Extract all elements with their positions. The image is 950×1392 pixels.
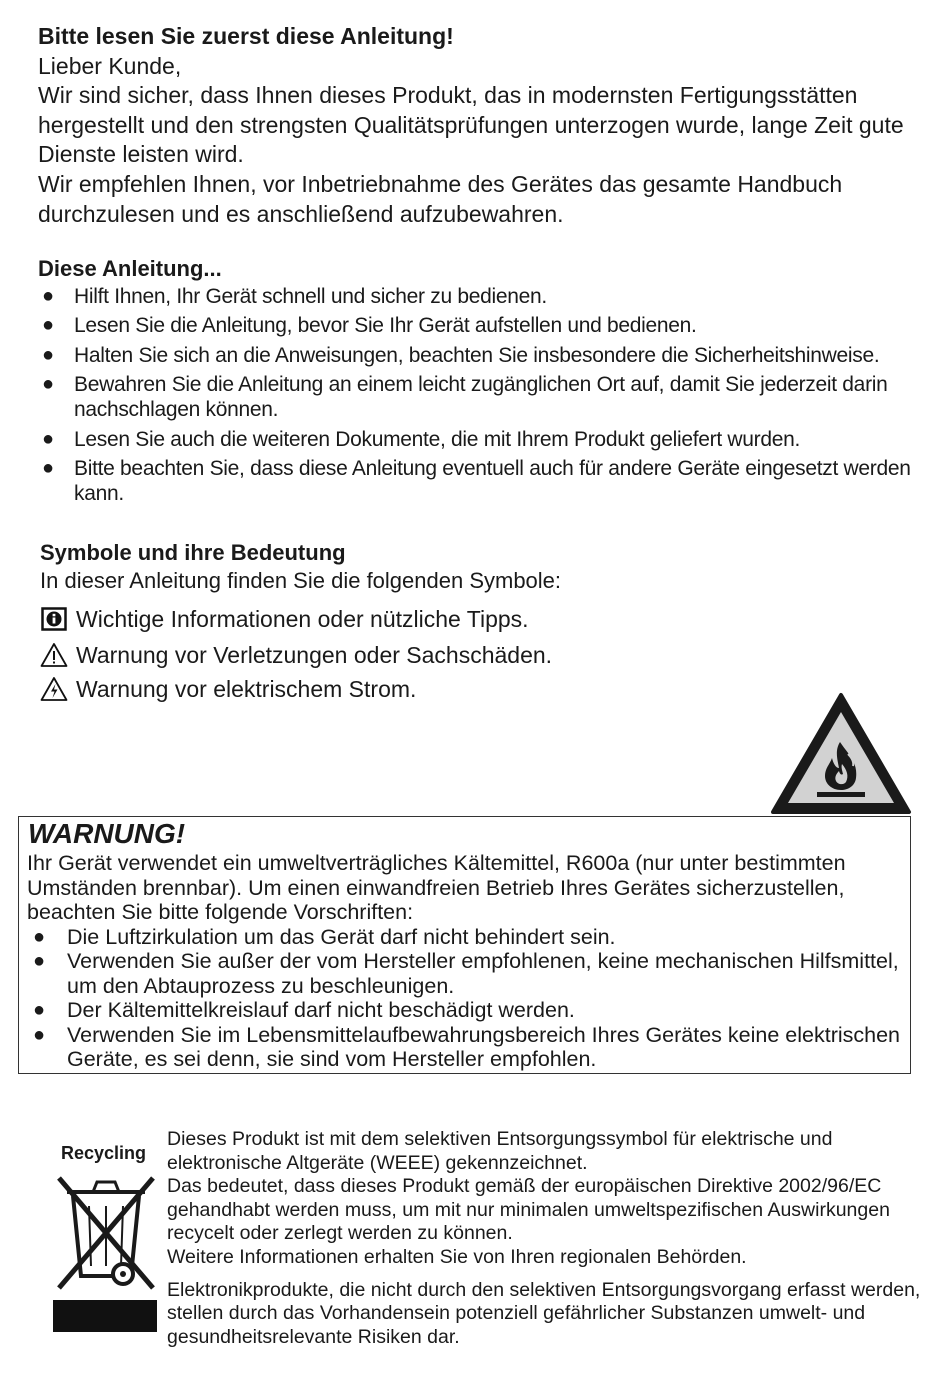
warning-body [27,851,907,1072]
symbole-subtitle: In dieser Anleitung finden Sie die folgenden Symbole: [40,568,562,593]
symbol-row-info [40,604,840,634]
list-item: ● Bewahren Sie die Anleitung an einem leicht zugänglichen Ort auf, damit Sie jederzeit darin nachschlagen können. [42,372,888,422]
symbol-warning-text: Warnung vor Verletzungen oder Sachschäden. [76,641,553,668]
flammable-warning-icon [770,692,912,821]
intro-section [38,22,938,229]
list-item: ● Die Luftzirkulation um das Gerät darf nicht behindert sein. [33,924,616,949]
warning-triangle-icon [40,642,68,668]
symbol-info-text: Wichtige Informationen oder nützliche Tipps. [76,605,529,632]
list-item: ● Hilft Ihnen, Ihr Gerät schnell und sicher zu bedienen. [42,285,547,308]
recycling-text [167,1128,927,1358]
recycling-label: Recycling [61,1143,147,1163]
intro-paragraph-2: Wir empfehlen Ihnen, vor Inbetriebnahme des Gerätes das gesamte Handbuch durchzulesen und es anschließend aufzubewahren. [38,170,843,227]
recycling-paragraph-1: Dieses Produkt ist mit dem selektiven Entsorgungssymbol für elektrische und elektronische Altgeräte (WEEE) gekennzeichnet. Das bedeutet, dass dieses Produkt gemäß der europäischen Direktive 2002/96/EC gehandhabt werden muss, um mit nur minimalen umweltspezifischen Auswirkungen recycelt oder zerlegt werden zu können. Weitere Informationen erhalten Sie von Ihren regionalen Behörden. [167,1128,890,1268]
list-item: ● Bitte beachten Sie, dass diese Anleitung eventuell auch für andere Geräte eingesetzt werden kann. [42,456,911,506]
anleitung-title: Diese Anleitung... [38,256,222,281]
electric-warning-icon [40,676,68,702]
list-item: ● Lesen Sie die Anleitung, bevor Sie Ihr Gerät aufstellen und bedienen. [42,314,697,338]
list-item: ● Verwenden Sie im Lebensmittelaufbewahrungsbereich Ihres Gerätes keine elektrischen Geräte, es sei denn, sie sind vom Hersteller empfohlen. [33,1022,900,1071]
symbol-electric-text: Warnung vor elektrischem Strom. [76,675,417,702]
intro-paragraph-1: Wir sind sicher, dass Ihnen dieses Produkt, das in modernsten Fertigungsstätten hergestellt und den strengsten Qualitätsprüfungen unterzogen wurde, lange Zeit gute Dienste leisten wird. [38,82,904,168]
symbole-title: Symbole und ihre Bedeutung [40,540,346,565]
symbol-row-warning [40,640,840,670]
list-item: ● Halten Sie sich an die Anweisungen, beachten Sie insbesondere die Sicherheitshinweise. [42,343,880,367]
symbole-section [40,540,920,596]
anleitung-list [38,284,938,511]
list-item: ● Verwenden Sie außer der vom Hersteller empfohlenen, keine mechanischen Hilfsmittel, um den Abtauprozess zu beschleunigen. [33,949,899,998]
intro-greeting: Lieber Kunde, [38,52,182,79]
warning-title: WARNUNG! [28,818,186,849]
list-item: ● Der Kältemittelkreislauf darf nicht beschädigt werden. [33,998,575,1022]
list-item: ● Lesen Sie auch die weiteren Dokumente, die mit Ihrem Produkt geliefert wurden. [42,427,800,451]
weee-crossed-bin-icon [53,1170,159,1339]
intro-heading: Bitte lesen Sie zuerst diese Anleitung! [38,23,454,49]
symbol-row-electric [40,674,840,704]
info-icon [40,606,68,632]
recycling-paragraph-2: Elektronikprodukte, die nicht durch den selektiven Entsorgungsvorgang erfasst werden, stellen durch das Vorhandensein potenziell gefährlicher Substanzen umwelt- und gesundheitsrelevante Risiken dar. [167,1278,921,1348]
warning-intro: Ihr Gerät verwendet ein umweltverträgliches Kältemittel, R600a (nur unter bestimmten Umständen brennbar). Um einen einwandfreien Betrieb Ihres Gerätes sicherzustellen, beachten Sie bitte folgende Vorschriften: [27,851,846,924]
warning-list [27,925,907,1072]
